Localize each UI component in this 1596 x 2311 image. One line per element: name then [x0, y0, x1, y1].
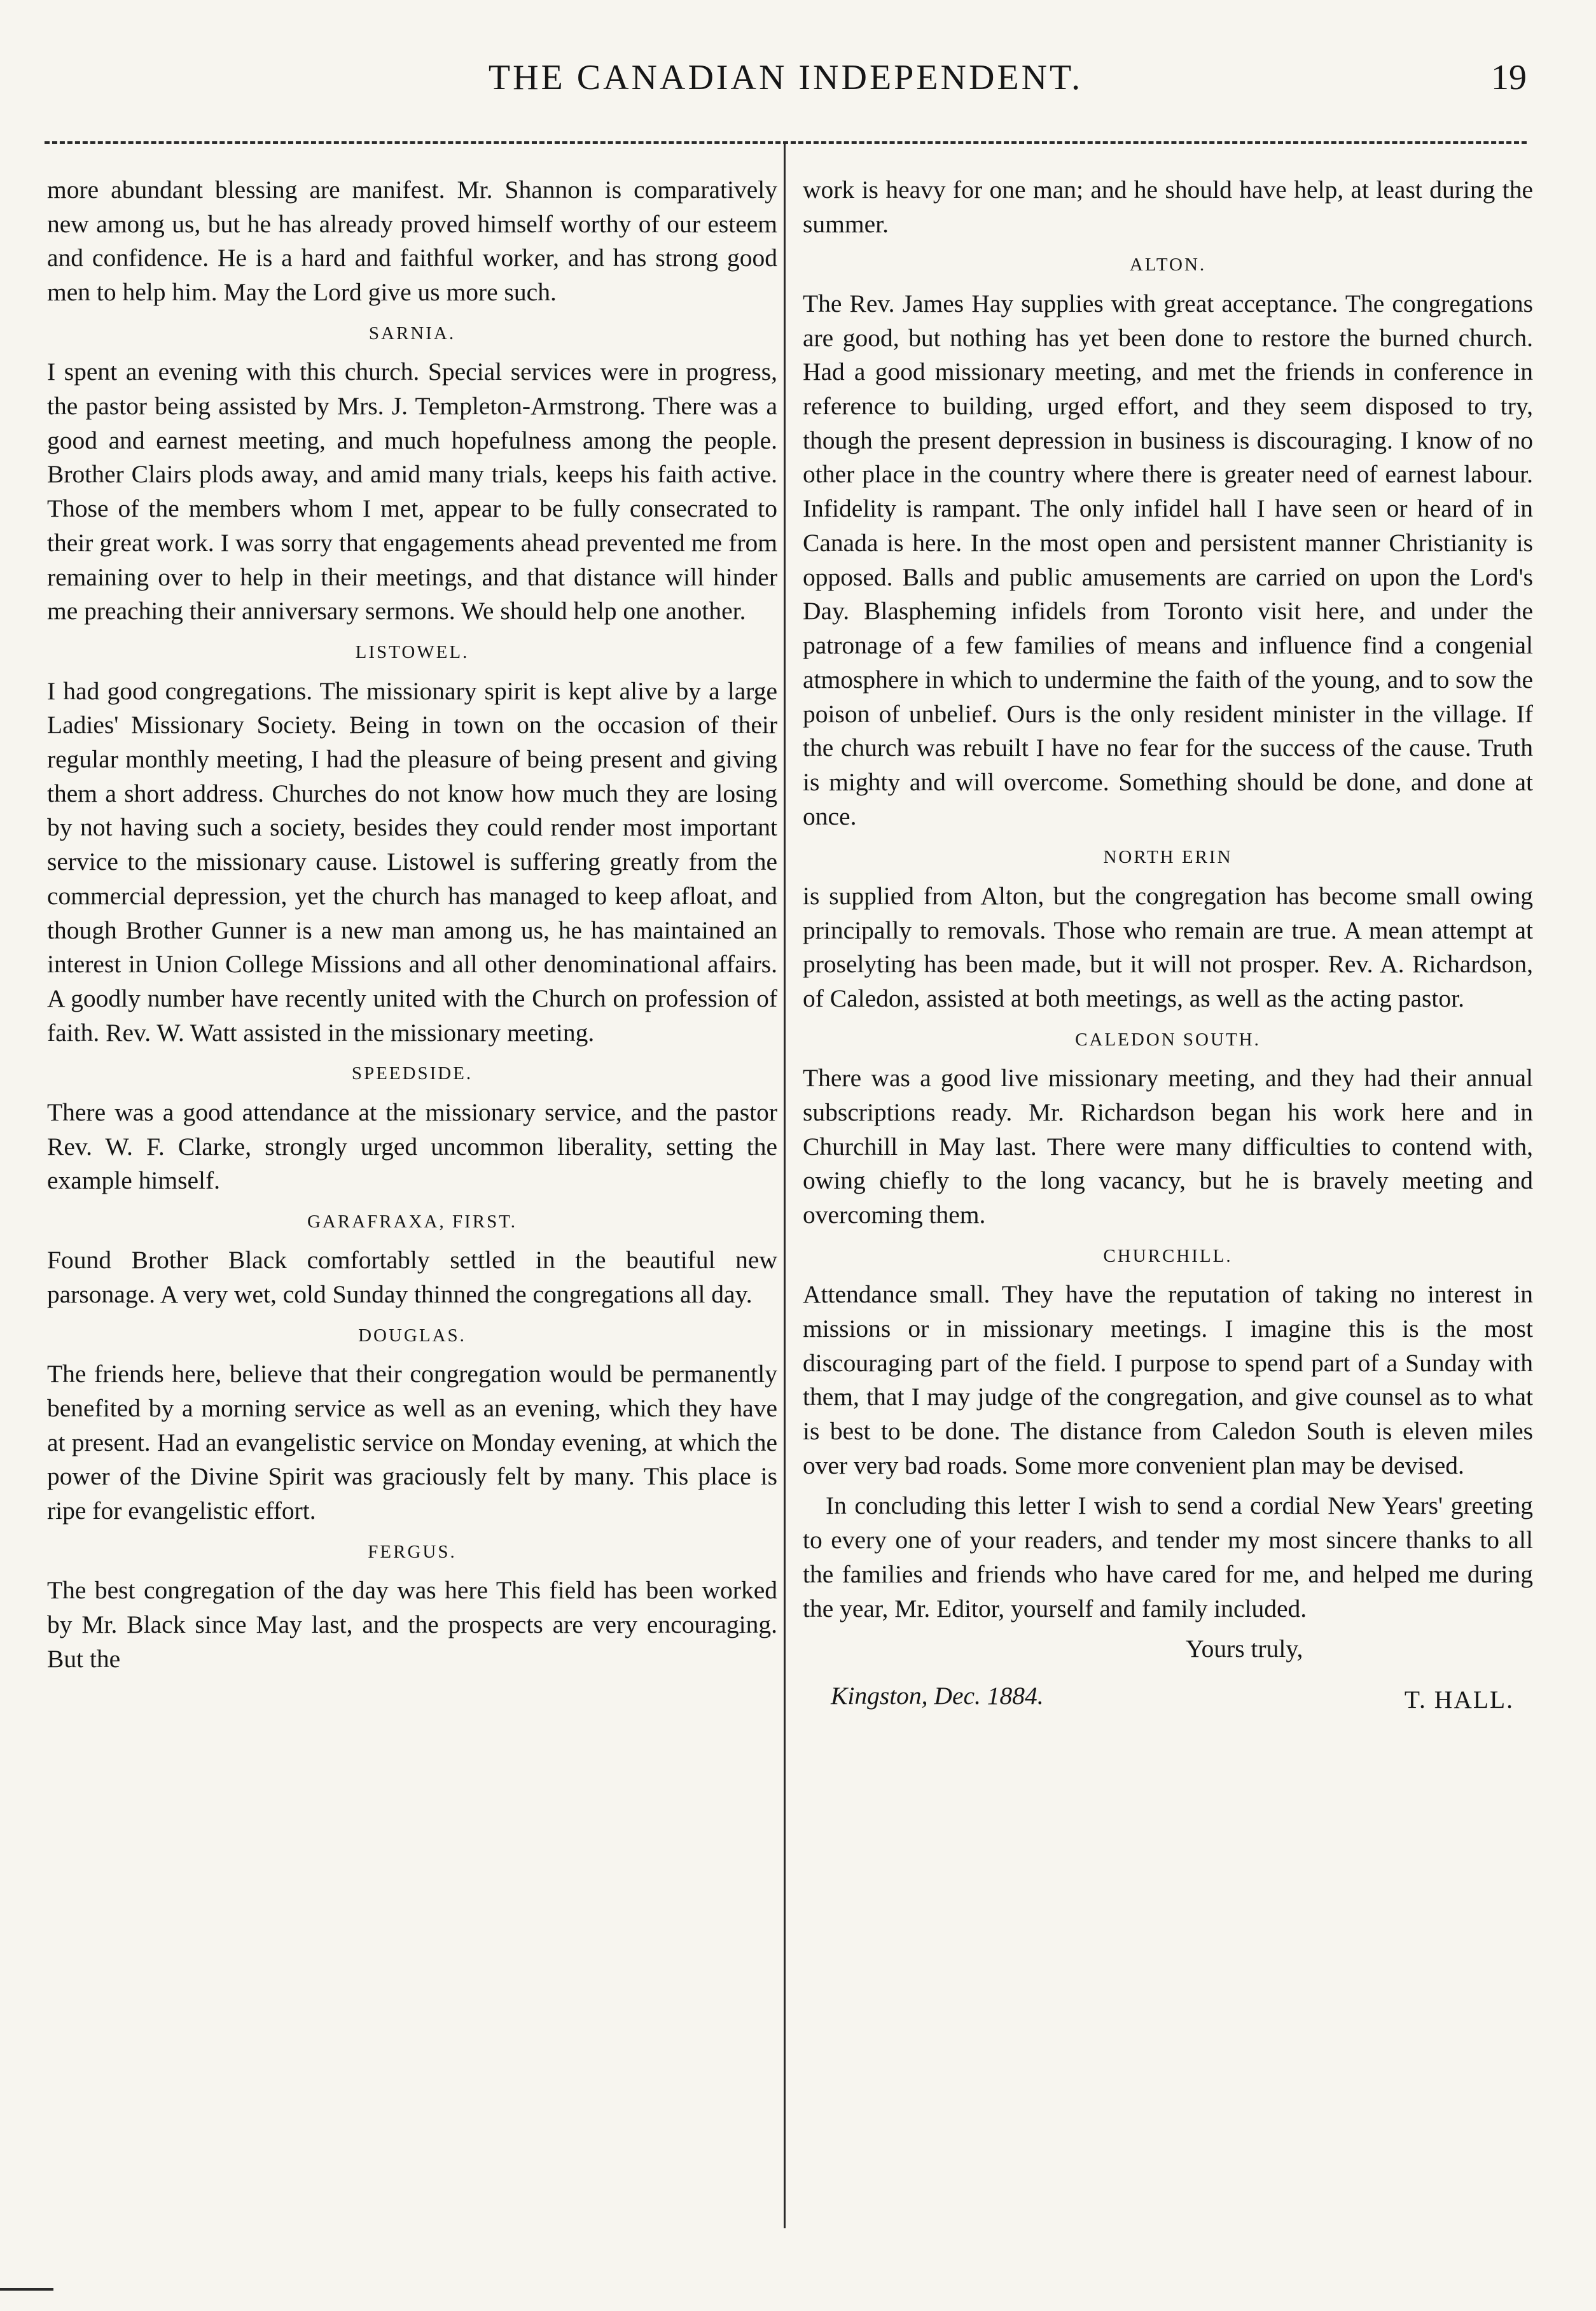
running-title: THE CANADIAN INDEPENDENT.	[488, 58, 1083, 97]
paragraph: Attendance small. They have the reputation of taking no interest in missions or in missionary meetings. I imagine this is the most discouraging part of the field. I purpose to spend part of a Sunday with them, that I may judge of the congregation, and give counsel as to what is best to be done. The distance from Caledon South is eleven miles over very bad roads. Some more convenient plan may be devised.	[803, 1280, 1533, 1479]
page-header	[45, 57, 1527, 115]
section-heading: NORTH ERIN	[1103, 847, 1233, 868]
closing-paragraph: In concluding this letter I wish to send a cordial New Years' greeting to every one of your readers, and tender my most sincere thanks to all the families and friends who have cared for me, and helped me during the year, Mr. Editor, yourself and family included.	[803, 1491, 1533, 1623]
left-column	[47, 173, 777, 2241]
paragraph: work is heavy for one man; and he should have help, at least during the summer.	[803, 176, 1533, 238]
complimentary-close: Yours truly,	[1186, 1635, 1303, 1663]
paragraph: The Rev. James Hay supplies with great acceptance. The congregations are good, but nothing has yet been done to restore the burned church. Had a good missionary meeting, and met the friends in conference in reference to building, urged effort, and they seem disposed to try, though the present depression in business is discouraging. I know of no other place in the country where there is greater need of earnest labour. Infidelity is rampant. The only infidel hall I have seen or heard of in Canada is here. In the most open and persistent manner Christianity is opposed. Balls and public amusements are carried on upon the Lord's Day. Blaspheming infidels from Toronto visit here, and under the patronage of a few families of means and influence find a congenial atmosphere in which to undermine the faith of the young, and to sow the poison of unbelief. Ours is the only resident minister in the village. If the church was rebuilt I have no fear for the success of the cause. Truth is mighty and will overcome. Something should be done, and done at once.	[803, 289, 1533, 830]
section-heading: LISTOWEL.	[355, 642, 469, 663]
right-column	[803, 173, 1533, 2241]
paragraph: is supplied from Alton, but the congregation has become small owing principally to removals. Those who remain are true. A mean attempt at proselyting has been made, but it will not prosper. Rev. A. Richardson, of Caledon, assisted at both meetings, as well as the acting pastor.	[803, 881, 1533, 1012]
signature: T. HALL.	[1404, 1686, 1514, 1714]
section-heading: CHURCHILL.	[1103, 1245, 1233, 1266]
section-heading: GARAFRAXA, FIRST.	[307, 1211, 518, 1232]
paragraph: There was a good attendance at the missionary service, and the pastor Rev. W. F. Clarke, strongly urged uncommon liberality, setting the example himself.	[47, 1098, 777, 1195]
header-rule	[45, 141, 1527, 144]
paragraph: The friends here, believe that their congregation would be permanently benefited by a morning service as well as an evening, which they have at present. Had an evangelistic service on Monday evening, at which the power of the Divine Spirit was graciously felt by many. This place is ripe for evangelistic effort.	[47, 1360, 777, 1525]
paragraph: Found Brother Black comfortably settled in the beautiful new parsonage. A very wet, cold Sunday thinned the congregations all day.	[47, 1246, 777, 1309]
paragraph: There was a good live missionary meeting, and they had their annual subscriptions ready. Mr. Richardson began his work here and in Churchill in May last. There were many difficulties to contend with, owing chiefly to the long vacancy, but he is bravely meeting and overcoming them.	[803, 1064, 1533, 1229]
column-rule	[784, 141, 786, 2228]
paragraph: I had good congregations. The missionary spirit is kept alive by a large Ladies' Missionary Society. Being in town on the occasion of their regular monthly meeting, I had the pleasure of being present and giving them a short address. Churches do not know how much they are losing by not having such a society, besides they could render most important service to the missionary cause. Listowel is suffering greatly from the commercial depression, yet the church has managed to keep afloat, and though Brother Gunner is a new man among us, he has maintained an interest in Union College Missions and all other denominational affairs. A goodly number have recently united with the Church on profession of faith. Rev. W. Watt assisted in the missionary meeting.	[47, 676, 777, 1047]
paragraph: more abundant blessing are manifest. Mr. Shannon is comparatively new among us, but he has already proved himself worthy of our esteem and confidence. He is a hard and faithful worker, and has strong good men to help him. May the Lord give us more such.	[47, 176, 777, 307]
section-heading: DOUGLAS.	[358, 1325, 466, 1346]
paragraph: I spent an evening with this church. Special services were in progress, the pastor being assisted by Mrs. J. Templeton-Armstrong. There was a good and earnest meeting, and much hopefulness among the people. Brother Clairs plods away, and amid many trials, keeps his faith active. Those of the members whom I met, appear to be fully consecrated to their great work. I was sorry that engagements ahead prevented me from remaining over to help in their meetings, and that distance will hinder me preaching their anniversary sermons. We should help one another.	[47, 358, 777, 625]
section-heading: ALTON.	[1129, 255, 1207, 276]
section-heading: SARNIA.	[368, 323, 456, 344]
section-heading: SPEEDSIDE.	[351, 1063, 473, 1084]
section-heading: FERGUS.	[368, 1541, 457, 1562]
paragraph: The best congregation of the day was here This field has been worked by Mr. Black since May last, and the prospects are very encouraging. But the	[47, 1576, 777, 1673]
bottom-rule	[0, 2288, 53, 2291]
section-heading: CALEDON SOUTH.	[1075, 1029, 1261, 1050]
page-number: 19	[1491, 58, 1527, 97]
letter-signoff	[803, 1632, 1533, 1721]
place-date: Kingston, Dec. 1884.	[831, 1682, 1044, 1710]
